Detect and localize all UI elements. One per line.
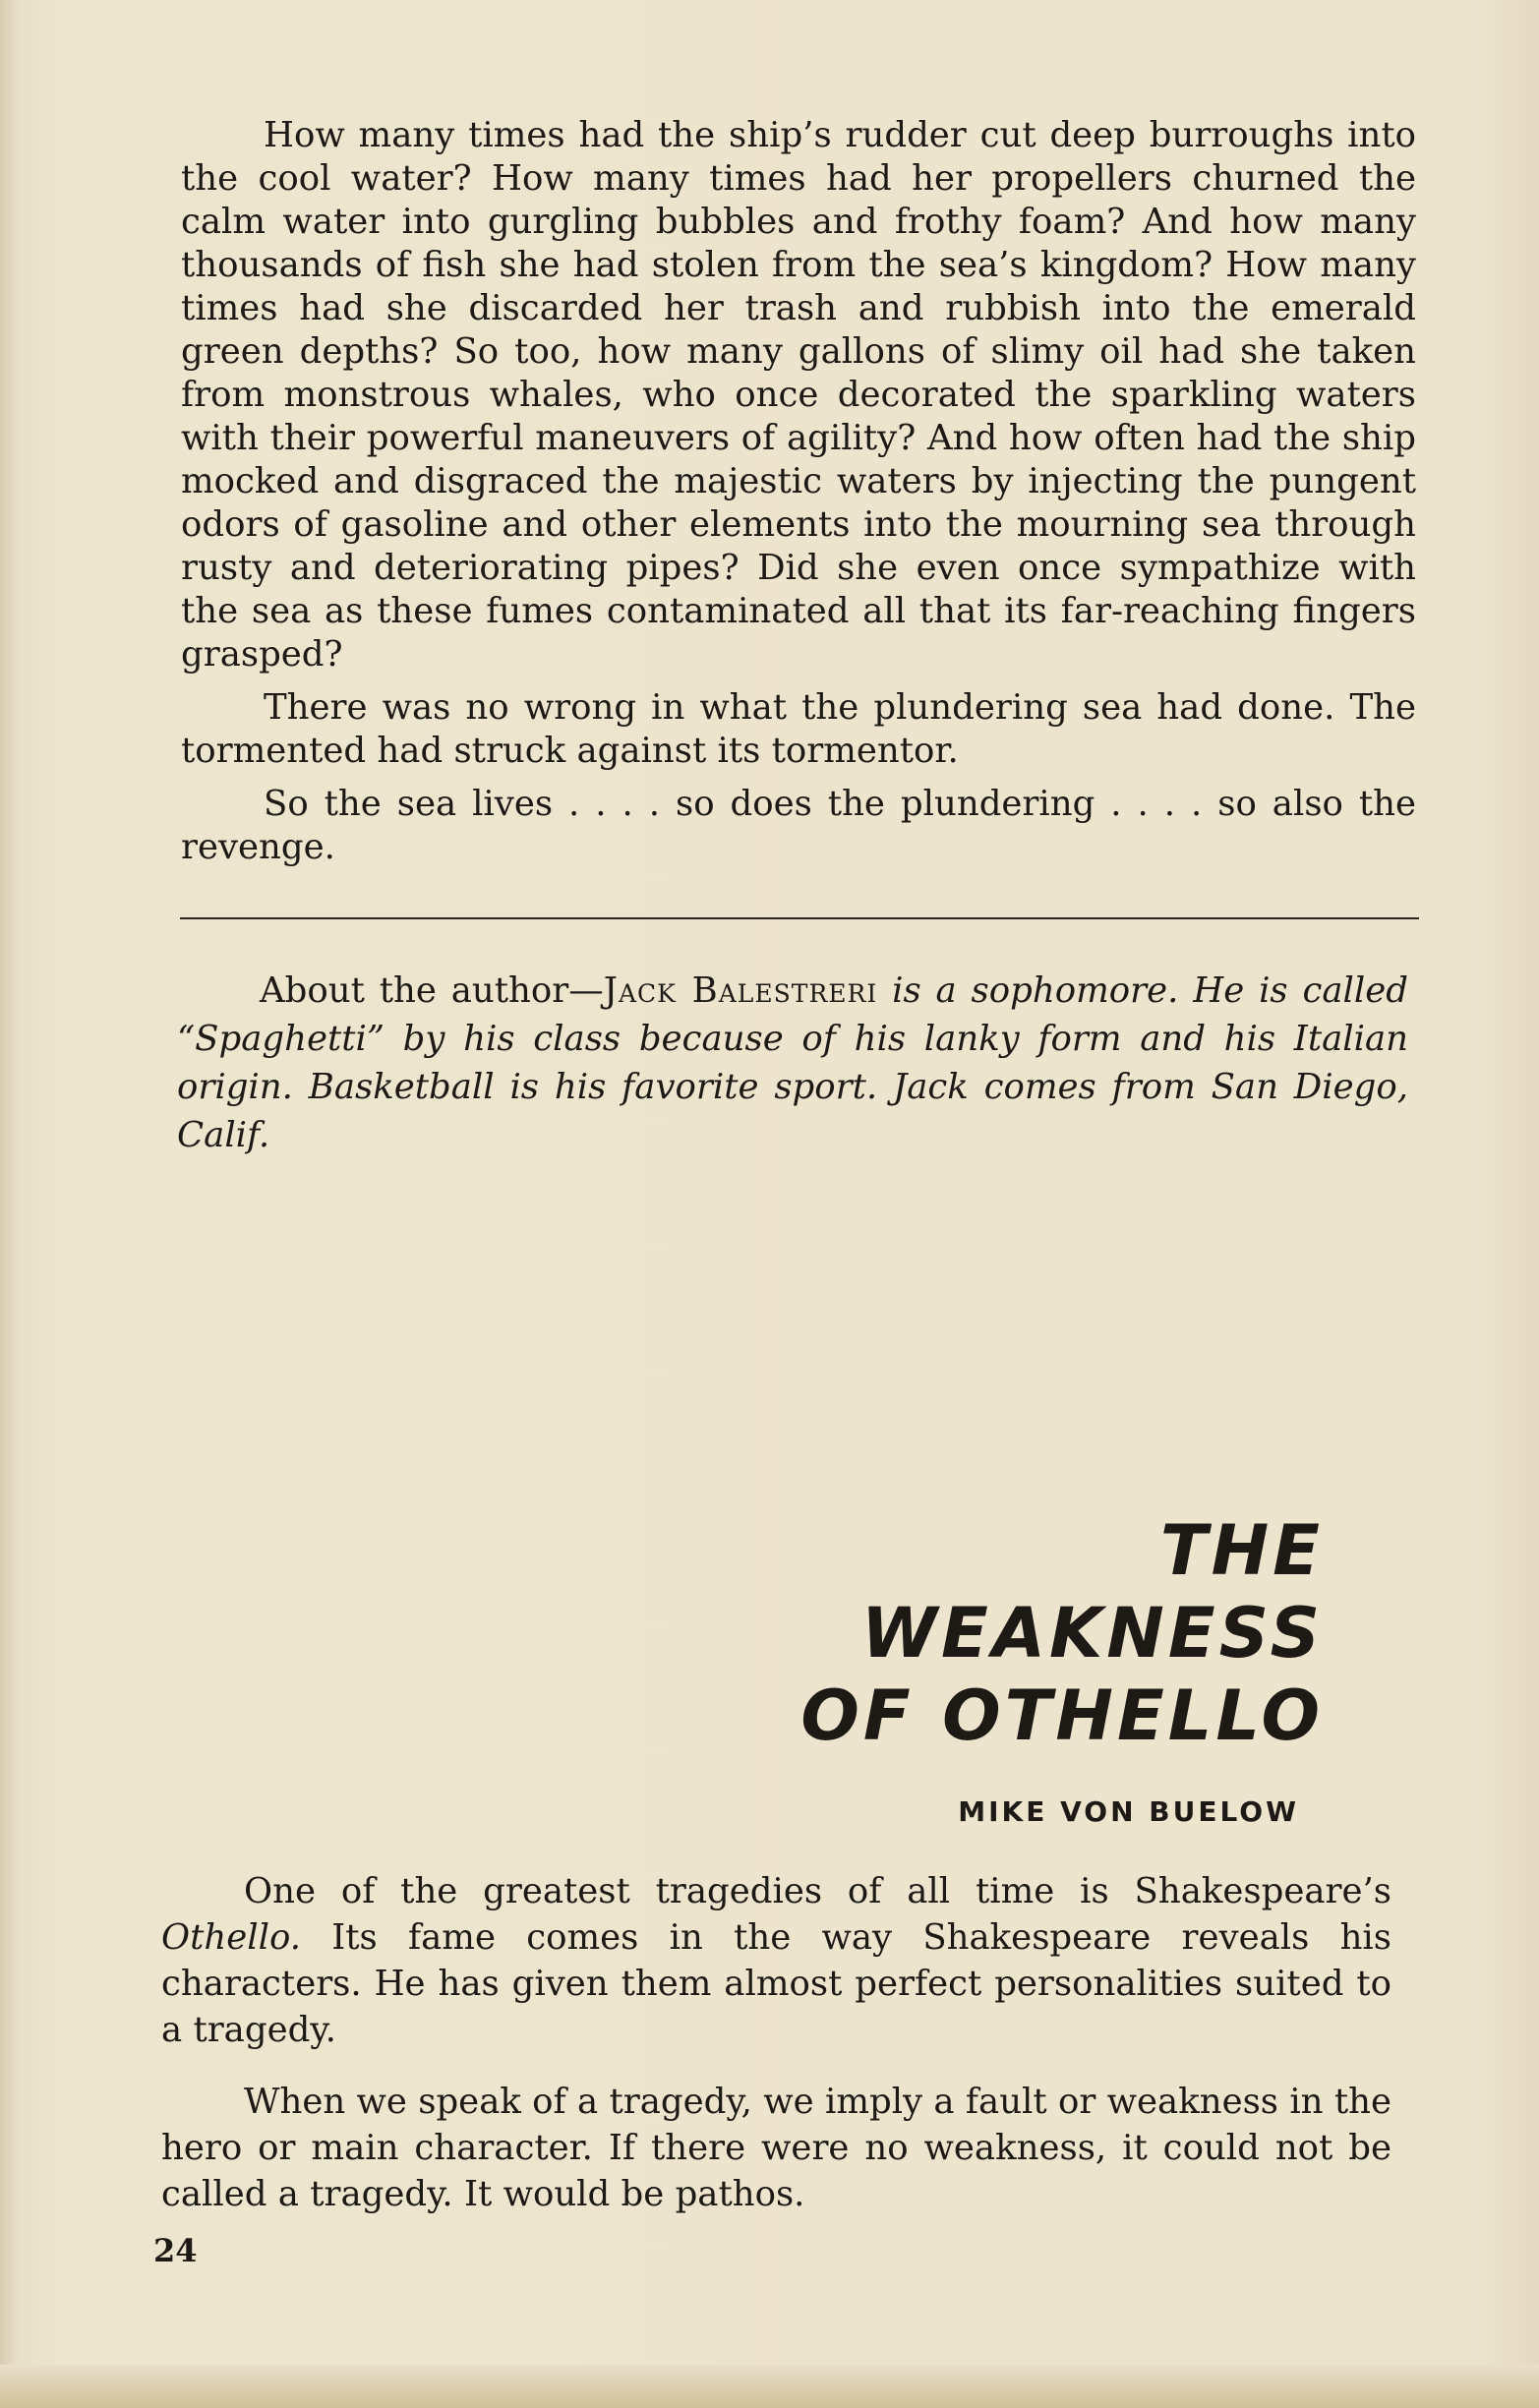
article-byline: MIKE VON BUELOW xyxy=(958,1795,1299,1828)
author-description: is a sophomore. He is called “Spaghetti” by his class because of his lanky form and his Italian origin. Basketball is his favorite sport. Jack comes from San Diego, Calif. xyxy=(177,970,1408,1155)
story-paragraph: There was no wrong in what the plundering sea had done. The tormented had struck against its tormentor. xyxy=(181,687,1416,771)
about-lead: About the author— xyxy=(260,970,604,1011)
title-line: OF OTHELLO xyxy=(800,1675,1324,1756)
article-body xyxy=(161,1868,1391,2217)
page-bottom-edge xyxy=(0,2365,1539,2408)
title-line: THE xyxy=(1159,1510,1324,1591)
story-paragraph: How many times had the ship’s rudder cut deep burroughs into the cool water? How many times had her propellers churned the calm water into gurgling bubbles and frothy foam? And how many thousands of fish she had stolen from the sea’s kingdom? How many times had she discarded her trash and rubbish into the emerald green depths? So too, how many gallons of slimy oil had she taken from monstrous whales, who once decorated the sparkling waters with their powerful maneuvers of agility? And how often had the ship mocked and disgraced the majestic waters by injecting the pungent odors of gasoline and other elements into the mourning sea through rusty and deteriorating pipes? Did she even once sympathize with the sea as these fumes contaminated all that its far-reaching fingers grasped? xyxy=(181,115,1416,675)
story-paragraph: So the sea lives . . . . so does the plundering . . . . so also the revenge. xyxy=(181,784,1416,867)
article-paragraph: When we speak of a tragedy, we imply a fault or weakness in the hero or main character. If there were no weakness, it could not be called a tragedy. It would be pathos. xyxy=(161,2082,1391,2214)
section-divider xyxy=(180,917,1419,919)
article-paragraph: One of the greatest tragedies of all time is Shakespeare’s Othello. Its fame comes in the way Shakespeare reveals his characters. He has given them almost perfect personalities suited to a tragedy. xyxy=(161,1871,1391,2050)
about-the-author xyxy=(177,967,1408,1159)
story-ending xyxy=(181,114,1416,869)
author-name: Jack Balestreri xyxy=(603,970,878,1011)
article-title xyxy=(800,1509,1324,1757)
title-line: WEAKNESS xyxy=(860,1593,1324,1674)
page-number: 24 xyxy=(153,2232,198,2269)
play-title: Othello. xyxy=(161,1917,301,1958)
